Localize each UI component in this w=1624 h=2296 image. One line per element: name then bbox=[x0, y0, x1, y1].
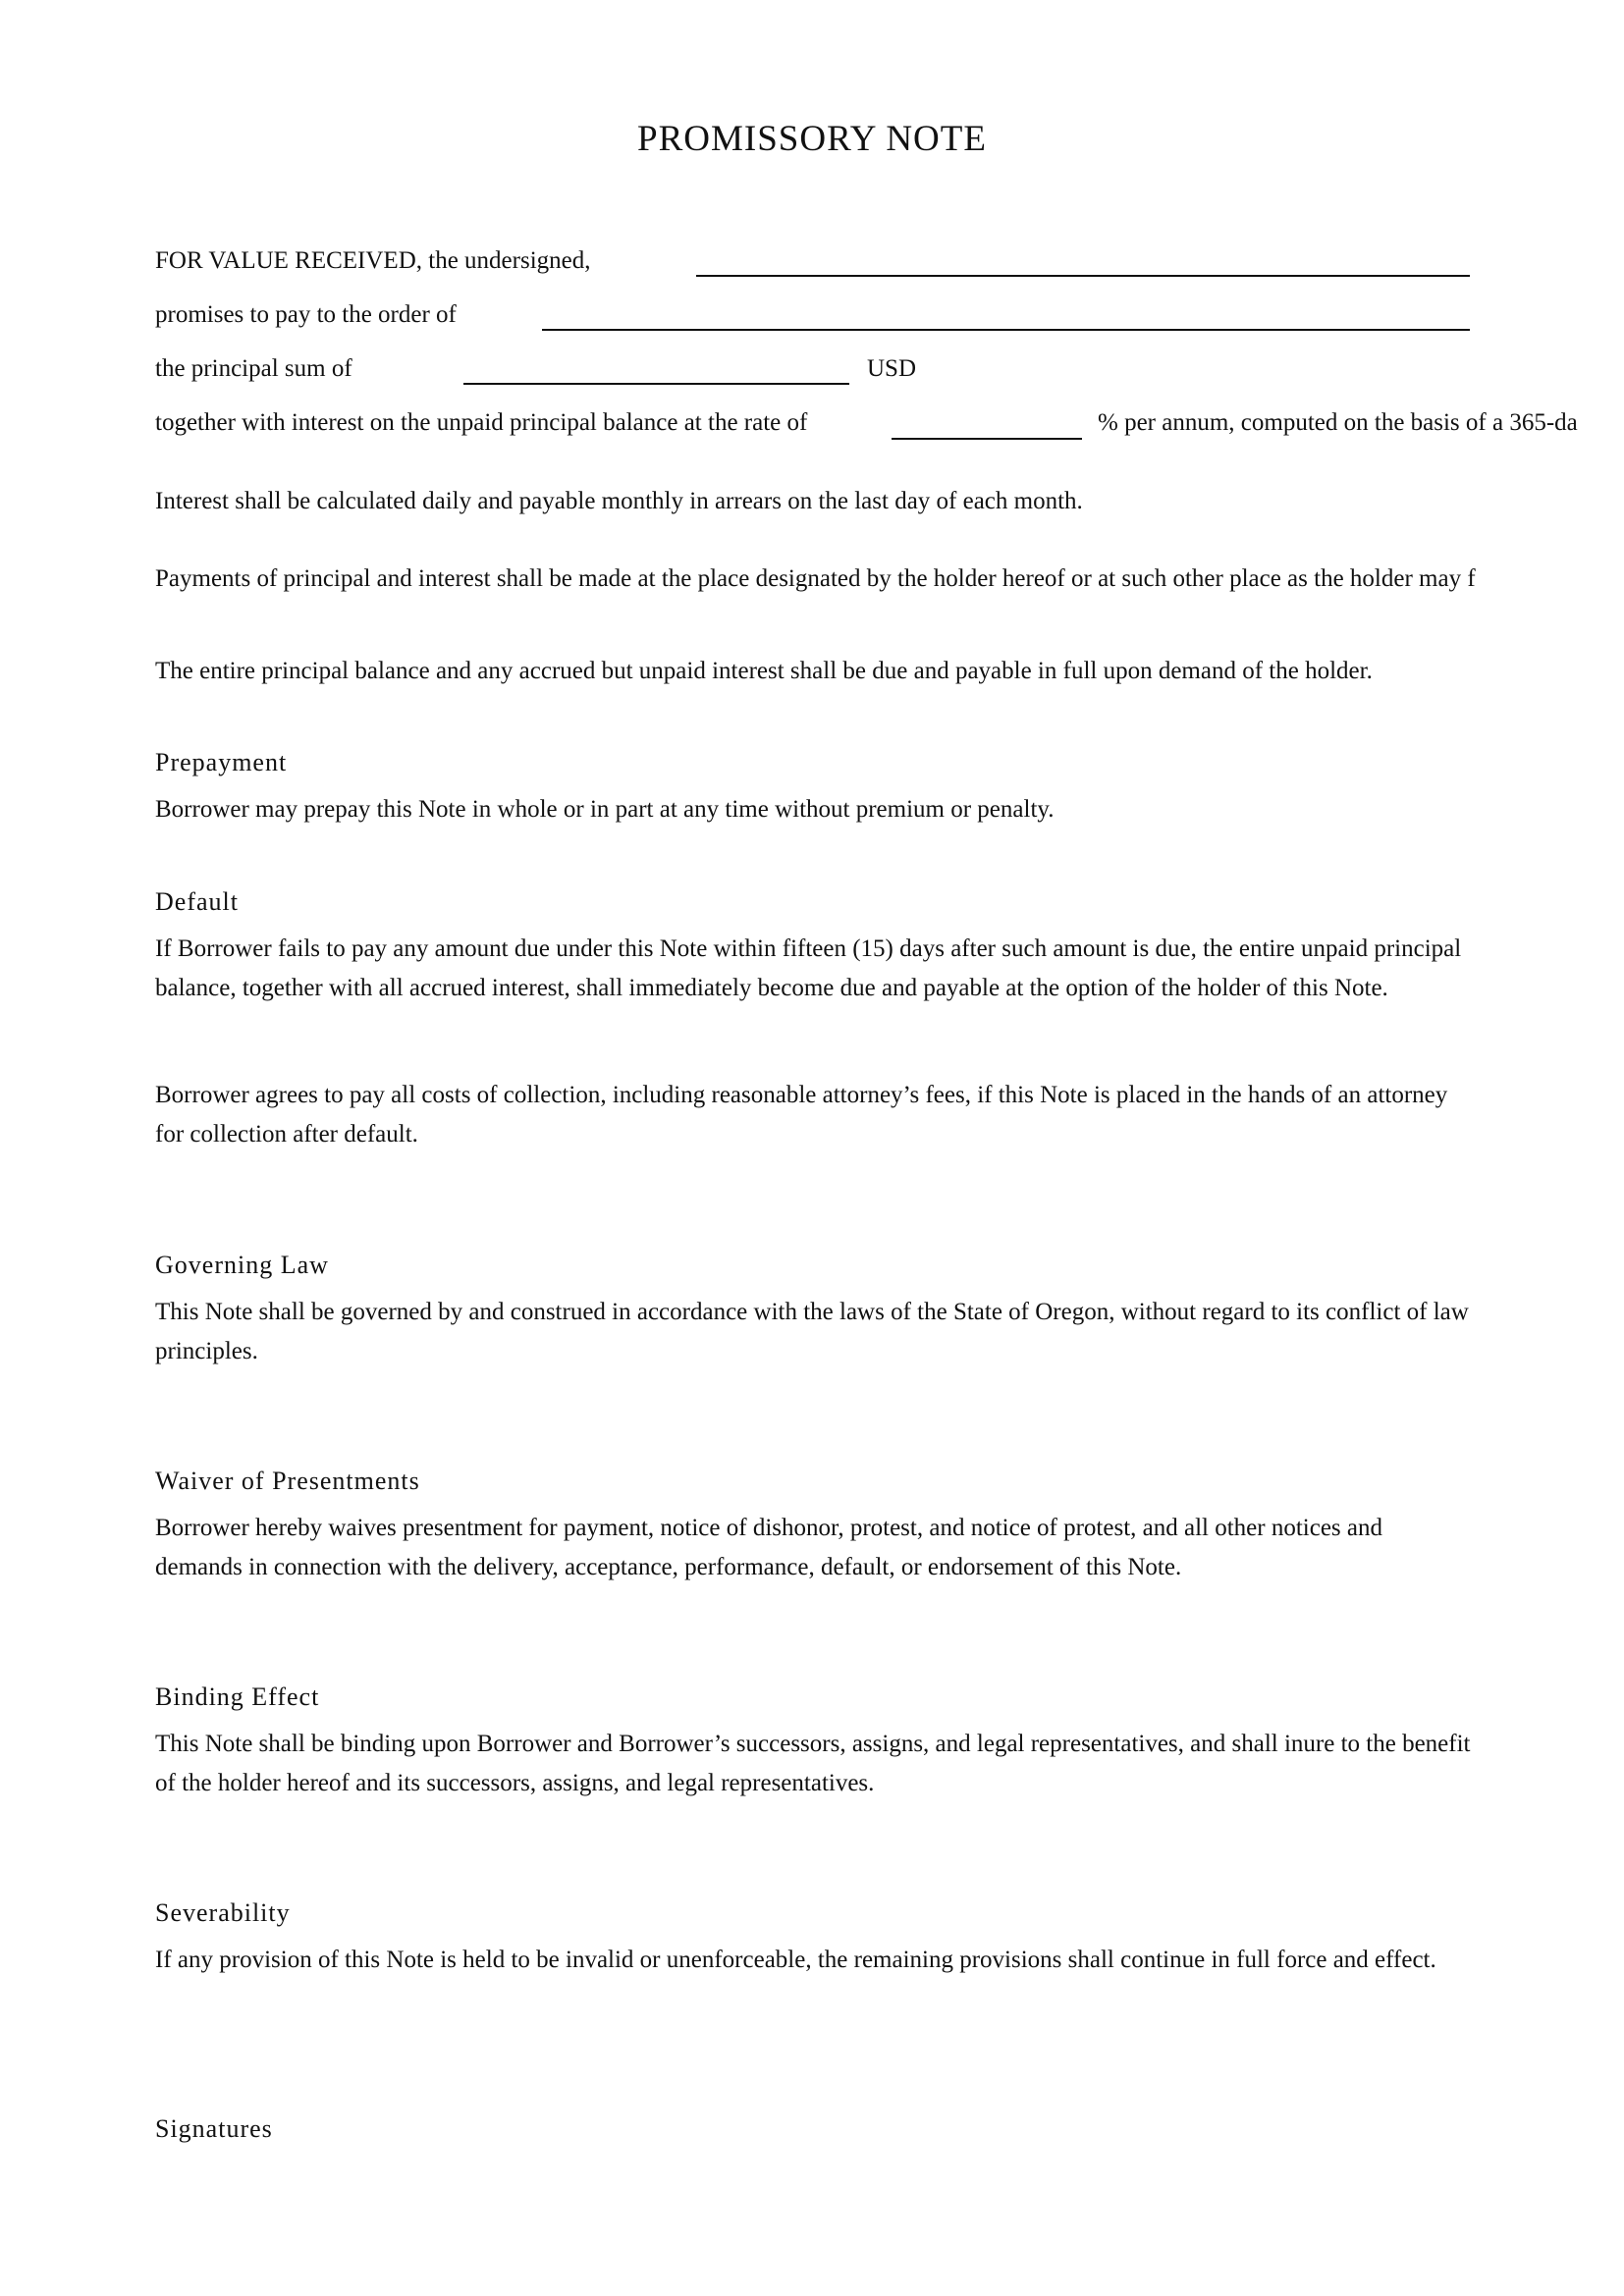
payee-label: promises to pay to the order of bbox=[155, 301, 457, 328]
severability-body: If any provision of this Note is held to be invalid or unenforceable, the remaining provisions shall continue in full force and effect. bbox=[155, 1947, 1436, 1973]
interest-rate-label: together with interest on the unpaid principal balance at the rate of bbox=[155, 409, 808, 436]
default-heading: Default bbox=[155, 887, 239, 916]
default-body-2: Borrower agrees to pay all costs of collection, including reasonable attorney’s fees, if this Note is placed in the hands of an attorney for collection after default. bbox=[155, 1082, 1448, 1148]
governing-law-body: This Note shall be governed by and construed in accordance with the laws of the State of Oregon, without regard to its conflict of law principles. bbox=[155, 1299, 1469, 1364]
prepayment-body: Borrower may prepay this Note in whole or in part at any time without premium or penalty. bbox=[155, 796, 1055, 823]
signatures-heading: Signatures bbox=[155, 2114, 273, 2143]
demand-paragraph: The entire principal balance and any accrued but unpaid interest shall be due and payable in full upon demand of the holder. bbox=[155, 658, 1373, 684]
payee-name-field[interactable] bbox=[542, 329, 1470, 331]
waiver-body: Borrower hereby waives presentment for payment, notice of dishonor, protest, and notice of protest, and all other notices and demands in connection with the delivery, acceptance, performance, default, or endorsement of this Note. bbox=[155, 1515, 1383, 1580]
binding-effect-heading: Binding Effect bbox=[155, 1682, 320, 1711]
interest-rate-field[interactable] bbox=[892, 438, 1082, 440]
intro-line-interest-rate bbox=[155, 408, 807, 438]
borrower-label: FOR VALUE RECEIVED, the undersigned, bbox=[155, 247, 591, 274]
intro-line-principal bbox=[155, 354, 352, 384]
principal-amount-field[interactable] bbox=[463, 383, 849, 385]
principal-label: the principal sum of bbox=[155, 355, 352, 382]
interest-paragraph: Interest shall be calculated daily and payable monthly in arrears on the last day of each month. bbox=[155, 488, 1083, 514]
document-title: PROMISSORY NOTE bbox=[637, 119, 987, 159]
borrower-name-field[interactable] bbox=[696, 275, 1470, 277]
waiver-heading: Waiver of Presentments bbox=[155, 1467, 420, 1495]
payments-paragraph: Payments of principal and interest shall be made at the place designated by the holder hereof or at such other place as the holder may f bbox=[155, 565, 1476, 592]
governing-law-heading: Governing Law bbox=[155, 1251, 329, 1279]
interest-rate-suffix: % per annum, computed on the basis of a 365-da bbox=[1098, 409, 1578, 436]
currency-label: USD bbox=[867, 355, 917, 382]
intro-line-borrower bbox=[155, 246, 591, 276]
severability-heading: Severability bbox=[155, 1898, 291, 1927]
intro-line-payee bbox=[155, 300, 457, 330]
prepayment-heading: Prepayment bbox=[155, 748, 288, 776]
binding-effect-body: This Note shall be binding upon Borrower and Borrower’s successors, assigns, and legal representatives, and shall inure to the benefit of the holder hereof and its successors, assigns, and legal representatives. bbox=[155, 1731, 1471, 1796]
default-body-1: If Borrower fails to pay any amount due under this Note within fifteen (15) days after such amount is due, the entire unpaid principal balance, together with all accrued interest, shall immediately become due and payable at the option of the holder of this Note. bbox=[155, 935, 1462, 1001]
